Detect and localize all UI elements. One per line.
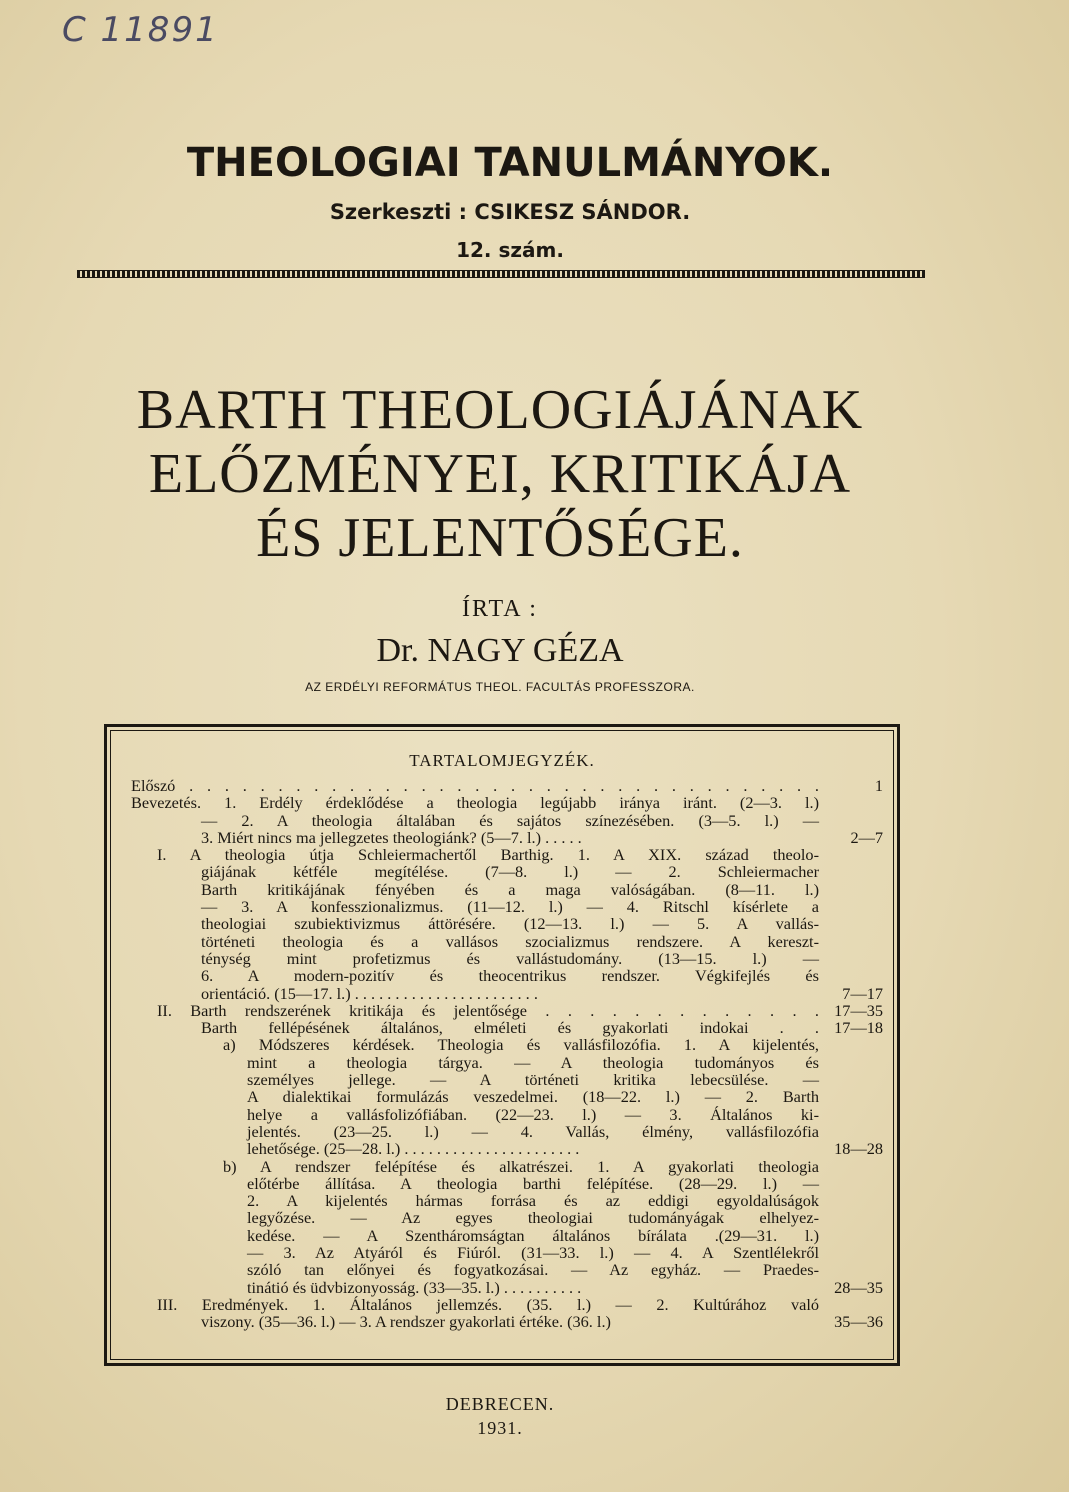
toc-row (131, 1123, 883, 1140)
book-title-line-2: ELŐZMÉNYEI, KRITIKÁJA (148, 443, 852, 505)
toc-entry-text: — 3. A konfesszionalizmus. (11—12. l.) — 4. Ritschl kísérlete a (201, 897, 819, 917)
toc-entry-text: Bevezetés. 1. Erdély érdeklődése a theologia legújabb iránya iránt. (2—3. l.) (131, 793, 819, 813)
series-editor: Szerkeszti : CSIKESZ SÁNDOR. (329, 200, 691, 224)
author-affiliation: AZ ERDÉLYI REFORMÁTUS THEOL. FACULTÁS PROFESSZORA. (305, 680, 695, 694)
toc-entry-text: személyes jellege. — A történeti kritika lebecsülése. — (247, 1070, 819, 1090)
toc-entry-text: II. Barth rendszerének kritikája és jelentősége . . . . . . . . . . . . . (157, 1000, 819, 1020)
toc-entry-text: — 3. Az Atyáról és Fiúról. (31—33. l.) — 4. A Szentlélekről (247, 1243, 819, 1263)
toc-entry-text: helye a vallásfolizófiában. (22—23. l.) — 3. Általános ki- (247, 1104, 819, 1124)
toc-entry-text: lehetősége. (25—28. l.) . . . . . . . . . . . . . . . . . . . . . . (247, 1139, 580, 1159)
decorative-rule (77, 270, 925, 278)
toc-row (131, 1175, 883, 1192)
toc-entry-text: — 2. A theologia általában és sajátos színezésében. (3—5. l.) — (201, 810, 819, 830)
book-title-line-3: ÉS JELENTŐSÉGE. (256, 507, 744, 569)
toc-entry-text: ténység mint profetizmus és vallástudomány. (13—15. l.) — (201, 948, 819, 968)
toc-row (131, 829, 883, 846)
toc-entry-text: jelentés. (23—25. l.) — 4. Vallás, élmény, vallásfilozófia (247, 1121, 819, 1141)
toc-entry-text: Barth fellépésének általános, elméleti és gyakorlati indokai . . (201, 1018, 819, 1038)
toc-row (131, 863, 883, 880)
table-of-contents-box (104, 724, 900, 1366)
toc-entry-text: legyőzése. — Az egyes theologiai tudományágak elhelyez- (247, 1208, 819, 1228)
handwritten-shelfmark: C 11891 (62, 10, 219, 50)
issue-number: 12. szám. (456, 238, 564, 262)
toc-page-range: 18—28 (834, 1139, 883, 1159)
toc-entry-text: történeti theologia és a vallásos szocializmus rendszere. A kereszt- (201, 931, 819, 951)
toc-entry-text: theologiai szubiektivizmus áttörésére. (12—13. l.) — 5. A vallás- (201, 914, 819, 934)
toc-row (131, 915, 883, 932)
toc-row (131, 1071, 883, 1088)
series-title: THEOLOGIAI TANULMÁNYOK. (186, 140, 834, 186)
toc-page-range: 35—36 (834, 1312, 883, 1332)
toc-row (131, 985, 883, 1002)
toc-row (131, 1036, 883, 1053)
toc-row (131, 1279, 883, 1296)
toc-entry-text: I. A theologia útja Schleiermachertől Barthig. 1. A XIX. század theolo- (157, 845, 819, 865)
imprint-city: DEBRECEN. (445, 1394, 555, 1414)
author-name: Dr. NAGY GÉZA (376, 632, 624, 669)
toc-row (131, 846, 883, 863)
toc-row (131, 1002, 883, 1019)
toc-heading: TARTALOMJEGYZÉK. (409, 751, 595, 770)
imprint-year: 1931. (477, 1418, 523, 1438)
toc-entry-text: viszony. (35—36. l.) — 3. A rendszer gyakorlati értéke. (36. l.) (201, 1312, 611, 1332)
toc-row (131, 794, 883, 811)
toc-row (131, 933, 883, 950)
toc-row (131, 1296, 883, 1313)
toc-entry-text: előtérbe állítása. A theologia barthi felépítése. (28—29. l.) — (247, 1173, 819, 1193)
toc-entry-text: Barth kritikájának fényében és a maga valóságában. (8—11. l.) (201, 879, 819, 899)
toc-row (131, 1192, 883, 1209)
toc-page-range: 17—18 (834, 1018, 883, 1038)
toc-row (131, 1019, 883, 1036)
toc-page-range: 7—17 (842, 983, 883, 1003)
byline-label: ÍRTA : (462, 596, 538, 622)
toc-row (131, 1088, 883, 1105)
toc-row (131, 1244, 883, 1261)
toc-row (131, 1313, 883, 1330)
book-title-line-1: BARTH THEOLOGIÁJÁNAK (136, 379, 864, 441)
toc-entry-text: szóló tan előnyei és fogyatkozásai. — Az egyház. — Praedes- (247, 1260, 819, 1280)
toc-entry-text: 3. Miért nincs ma jellegzetes theologiánk? (5—7. l.) . . . . . (201, 827, 582, 847)
toc-row (131, 967, 883, 984)
toc-page-range: 28—35 (834, 1277, 883, 1297)
toc-row (131, 881, 883, 898)
toc-page-range: 1 (874, 776, 883, 795)
book-title (0, 378, 1000, 570)
toc-list (131, 777, 883, 1331)
toc-page-range: 2—7 (850, 827, 883, 847)
toc-row (131, 898, 883, 915)
toc-entry-text: mint a theologia tárgya. — A theologia tudományos és (247, 1052, 819, 1072)
toc-entry-text: b) A rendszer felépítése és alkatrészei. 1. A gyakorlati theologia (223, 1156, 819, 1176)
toc-entry-text: III. Eredmények. 1. Általános jellemzés. (35. l.) — 2. Kultúrához való (157, 1294, 819, 1314)
toc-row (131, 1261, 883, 1278)
toc-entry-text: 2. A kijelentés hármas forrása és az eddigi egyoldalúságok (247, 1191, 819, 1211)
toc-row (131, 1209, 883, 1226)
toc-row (131, 950, 883, 967)
toc-entry-text: kedése. — A Szentháromságtan általános bírálata .(29—31. l.) (247, 1225, 819, 1245)
toc-entry-text: Előszó . . . . . . . . . . . . . . . . . . . . . . . . . . . . . . . . . . . . (131, 776, 819, 795)
toc-row (131, 1158, 883, 1175)
toc-row (131, 1227, 883, 1244)
toc-entry-text: a) Módszeres kérdések. Theologia és vallásfilozófia. 1. A kijelentés, (223, 1035, 819, 1055)
toc-row (131, 1140, 883, 1157)
toc-row (131, 812, 883, 829)
toc-entry-text: A dialektikai formulázás veszedelmei. (18—22. l.) — 2. Barth (247, 1087, 819, 1107)
toc-entry-text: orientáció. (15—17. l.) . . . . . . . . . . . . . . . . . . . . . . . (201, 983, 538, 1003)
toc-row (131, 1054, 883, 1071)
toc-entry-text: 6. A modern-pozitív és theocentrikus rendszer. Végkifejlés és (201, 966, 819, 986)
toc-page-range: 17—35 (834, 1000, 883, 1020)
toc-entry-text: tinátió és üdvbizonyosság. (33—35. l.) . . . . . . . . . . (247, 1277, 582, 1297)
toc-entry-text: giájának kétféle megítélése. (7—8. l.) — 2. Schleiermacher (201, 862, 819, 882)
toc-row (131, 777, 883, 794)
toc-row (131, 1106, 883, 1123)
